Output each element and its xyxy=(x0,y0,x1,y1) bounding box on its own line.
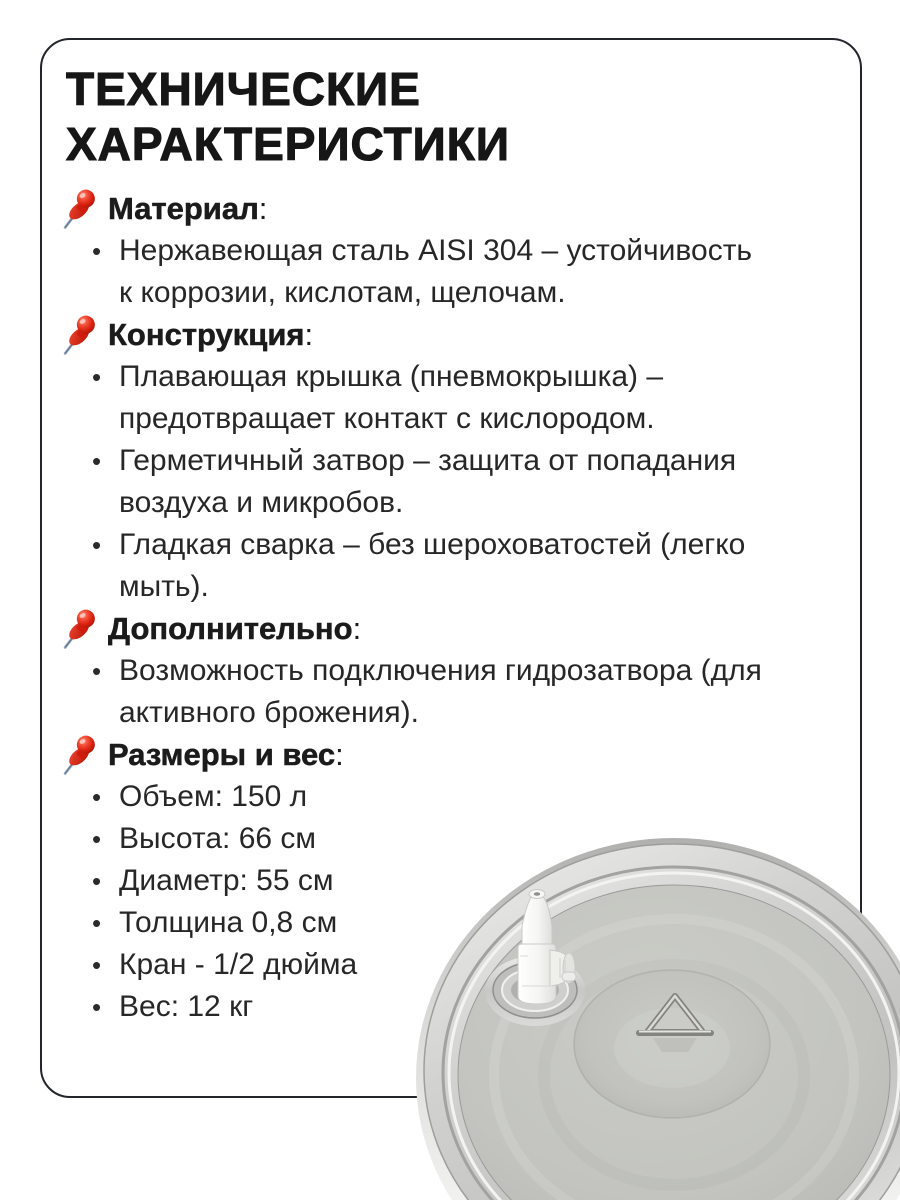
spec-item xyxy=(92,650,764,734)
spec-item-text: Гладкая сварка – без шероховатостей (легко мыть). xyxy=(119,528,746,603)
spec-item-text: Вес: 12 кг xyxy=(119,990,254,1023)
pushpin-icon xyxy=(62,188,98,230)
bullet-icon: • xyxy=(92,866,102,896)
bullet-icon: • xyxy=(92,950,102,980)
section-heading-colon: : xyxy=(258,191,268,226)
spec-item-text: Диаметр: 55 см xyxy=(119,864,334,897)
pushpin-icon xyxy=(62,734,98,776)
bullet-icon: • xyxy=(92,362,102,392)
section-heading xyxy=(66,314,842,356)
page-title-line-2: ХАРАКТЕРИСТИКИ xyxy=(66,118,510,170)
spec-item xyxy=(92,776,764,818)
spec-item xyxy=(92,230,764,314)
spec-item xyxy=(92,524,764,608)
section-heading xyxy=(66,734,842,776)
spec-item-list xyxy=(92,230,764,314)
spec-item-text: Кран - 1/2 дюйма xyxy=(119,948,358,981)
spec-item-text: Возможность подключения гидрозатвора (для активного брожения). xyxy=(119,654,762,729)
spec-item-text: Нержавеющая сталь AISI 304 – устойчивость к коррозии, кислотам, щелочам. xyxy=(119,234,753,309)
section-heading-colon: : xyxy=(304,317,314,352)
spec-section-1 xyxy=(66,314,842,608)
bullet-icon: • xyxy=(92,992,102,1022)
spec-item-text: Плавающая крышка (пневмокрышка) – предотвращает контакт с кислородом. xyxy=(119,360,664,435)
bullet-icon: • xyxy=(92,824,102,854)
bullet-icon: • xyxy=(92,236,102,266)
section-heading xyxy=(66,608,842,650)
product-photo-lid-image xyxy=(410,836,900,1200)
spec-item-text: Высота: 66 см xyxy=(119,822,317,855)
spec-item xyxy=(92,440,764,524)
spec-item-text: Герметичный затвор – защита от попадания воздуха и микробов. xyxy=(119,444,737,519)
spec-section-2 xyxy=(66,608,842,734)
pushpin-icon xyxy=(62,314,98,356)
bullet-icon: • xyxy=(92,656,102,686)
spec-item-text: Объем: 150 л xyxy=(119,780,308,813)
section-heading-colon: : xyxy=(352,611,362,646)
bullet-icon: • xyxy=(92,782,102,812)
spec-item-list xyxy=(92,650,764,734)
section-heading-label: Размеры и вес xyxy=(108,737,336,772)
bullet-icon: • xyxy=(92,908,102,938)
section-heading-label: Конструкция xyxy=(108,317,305,352)
section-heading-label: Материал xyxy=(108,191,259,226)
spec-item xyxy=(92,356,764,440)
section-heading xyxy=(66,188,842,230)
section-heading-label: Дополнительно xyxy=(108,611,353,646)
page-title xyxy=(66,62,842,172)
page-title-line-1: ТЕХНИЧЕСКИЕ xyxy=(66,63,421,115)
spec-item-text: Толщина 0,8 см xyxy=(119,906,338,939)
pushpin-icon xyxy=(62,608,98,650)
spec-section-0 xyxy=(66,188,842,314)
section-heading-colon: : xyxy=(335,737,344,772)
bullet-icon: • xyxy=(92,530,102,560)
bullet-icon: • xyxy=(92,446,102,476)
spec-item-list xyxy=(92,356,764,608)
